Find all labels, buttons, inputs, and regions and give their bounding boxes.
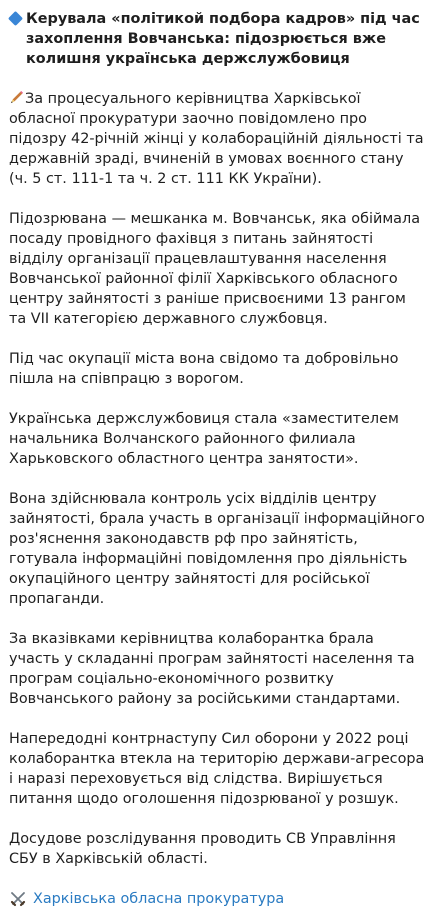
paragraph-3: Під час окупації міста вона свідомо та добровільно пішла на співпрацю з ворогом. (9, 351, 399, 387)
post-footer (9, 889, 426, 909)
post-headline (9, 9, 426, 69)
blue-diamond-icon (8, 11, 23, 26)
paragraph-1 (9, 89, 426, 189)
paragraph-text: За процесуального керівництва Харківської обласної прокуратури заочно повідомлено про підозру 42-річній жінці у колабораційній діяльності та державній зраді, вчиненій в умовах воєнного стану (ч. 5 ст. 111-1 та ч. 2 ст. 111 КК України). (9, 91, 424, 187)
paragraph-8: Досудове розслідування проводить СВ Управління СБУ в Харківській області. (9, 831, 396, 867)
paragraph-4: Українська держслужбовиця стала «заместителем начальника Волчанского районного филиала Харьковского областного центра занятости». (9, 411, 399, 467)
channel-link[interactable]: Харківська обласна прокуратура (33, 891, 285, 907)
pen-icon (9, 90, 24, 105)
paragraph-2: Підозрювана — мешканка м. Вовчанськ, яка обіймала посаду провідного фахівця з питань зайнятості відділу організації працевлаштування населення Вовчанської районної філії Харківського обласного центру зайнятості з раніше присвоєними 13 рангом та VII категорією державного службовця. (9, 211, 421, 327)
paragraph-7: Напередодні контрнаступу Сил оборони у 2022 році колаборантка втекла на територію держави-агресора і наразі переховується від слідства. Вирішується питання щодо оголошення підозрюваної у розшук. (9, 731, 425, 807)
crossed-swords-icon (9, 890, 27, 908)
paragraph-6: За вказівками керівництва колаборантка брала участь у складанні програм зайнятості населення та програм соціально-економічного розвитку Вовчанського району за російськими стандартами. (9, 631, 415, 707)
paragraph-5: Вона здійснювала контроль усіх відділів центру зайнятості, брала участь в організації інформаційного роз'яснення законодавств рф про зайнятість, готувала інформаційні повідомлення про діяльність окупаційного центру зайнятості для російської пропаганди. (9, 491, 425, 607)
headline-text: Керувала «політикой подбора кадров» під час захоплення Вовчанська: підозрюється вже колишня українська держслужбовиця (26, 11, 420, 67)
